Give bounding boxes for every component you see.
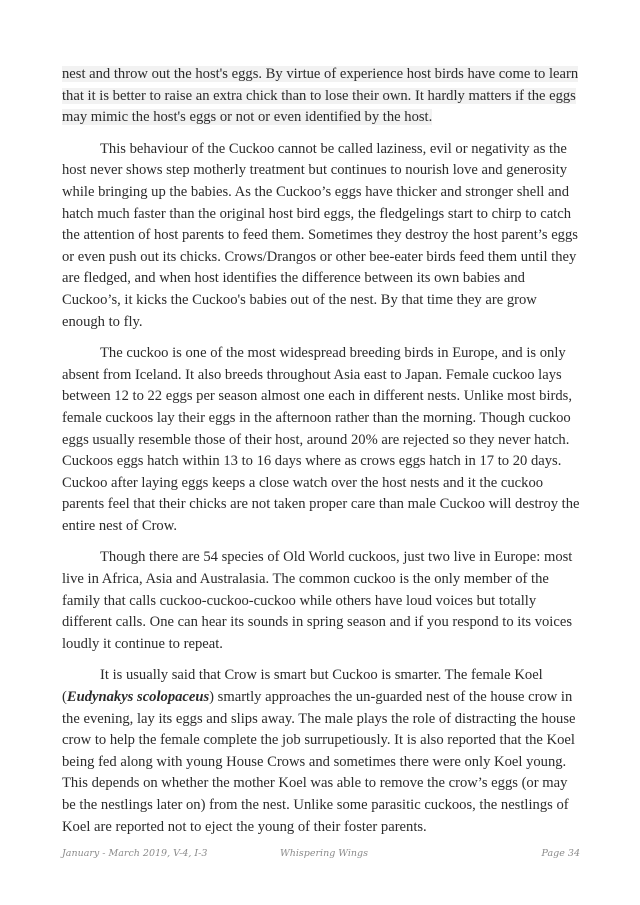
paragraph-cuckoo-species [62, 547, 580, 655]
article-body [62, 64, 580, 848]
paragraph-cuckoo-distribution [62, 343, 580, 537]
paragraph-koel [62, 665, 580, 838]
paragraph-text: Though there are 54 species of Old World cuckoos, just two live in Europe: most live in Africa, Asia and Australasia. The common cuckoo is the only member of the family that calls cuckoo-cuckoo-cuckoo while others have loud voices but totally different calls. One can hear its sounds in spring season and if you respond to its voices loudly it continue to repeat. [62, 549, 573, 652]
paragraph-text-before: It is usually said that Crow is smart but Cuckoo is smarter. The female Koel ( [62, 667, 543, 706]
paragraph-cuckoo-behaviour [62, 139, 580, 333]
page-footer [62, 848, 580, 862]
scientific-name: Eudynakys scolopaceus [66, 689, 210, 706]
paragraph-text: The cuckoo is one of the most widespread breeding birds in Europe, and is only absent from Iceland. It also breeds throughout Asia east to Japan. Female cuckoo lays between 12 to 22 eggs per season almost one each in different nests. Unlike most birds, female cuckoos lay their eggs in the afternoon rather than the morning. Though cuckoo eggs usually resemble those of their host, around 20% are rejected so they never hatch. Cuckoos eggs hatch within 13 to 16 days where as crows eggs hatch in 17 to 20 days. Cuckoo after laying eggs keeps a close watch over the host nests and it the cuckoo parents feel that their chicks are not taken proper care than male Cuckoo will destroy the entire nest of Crow. [62, 345, 580, 534]
footer-page-number: Page 34 [541, 848, 580, 859]
paragraph-text: nest and throw out the host's eggs. By virtue of experience host birds have come to learn that it is better to raise an extra chick than to lose their own. It hardly matters if the eggs may mimic the host's eggs or not or even identified by the host. [62, 66, 579, 126]
paragraph-text-after: ) smartly approaches the un-guarded nest of the house crow in the evening, lay its eggs and slips away. The male plays the role of distracting the house crow to help the female complete the job surrupetiously. It is also reported that the Koel being fed along with young House Crows and sometimes there were only Koel young. This depends on whether the mother Koel was able to remove the crow’s eggs (or may be the nestlings later on) from the nest. Unlike some parasitic cuckoos, the nestlings of Koel are reported not to eject the young of their foster parents. [62, 689, 576, 835]
footer-publication: Whispering Wings [280, 848, 369, 859]
footer-issue: January - March 2019, V-4, I-3 [62, 848, 208, 859]
paragraph-continuation [62, 64, 580, 129]
paragraph-text: This behaviour of the Cuckoo cannot be called laziness, evil or negativity as the host never shows step motherly treatment but continues to nourish love and generosity while bringing up the babies. As the Cuckoo’s eggs have thicker and stronger shell and hatch much faster than the original host bird eggs, the fledgelings start to chirp to catch the attention of host parents to feed them. Sometimes they destroy the host parent’s eggs or even push out its chicks. Crows/Drangos or other bee-eater birds feed them until they are fledged, and when host identifies the difference between its own babies and Cuckoo’s, it kicks the Cuckoo's babies out of the nest. By that time they are grow enough to fly. [62, 140, 578, 330]
